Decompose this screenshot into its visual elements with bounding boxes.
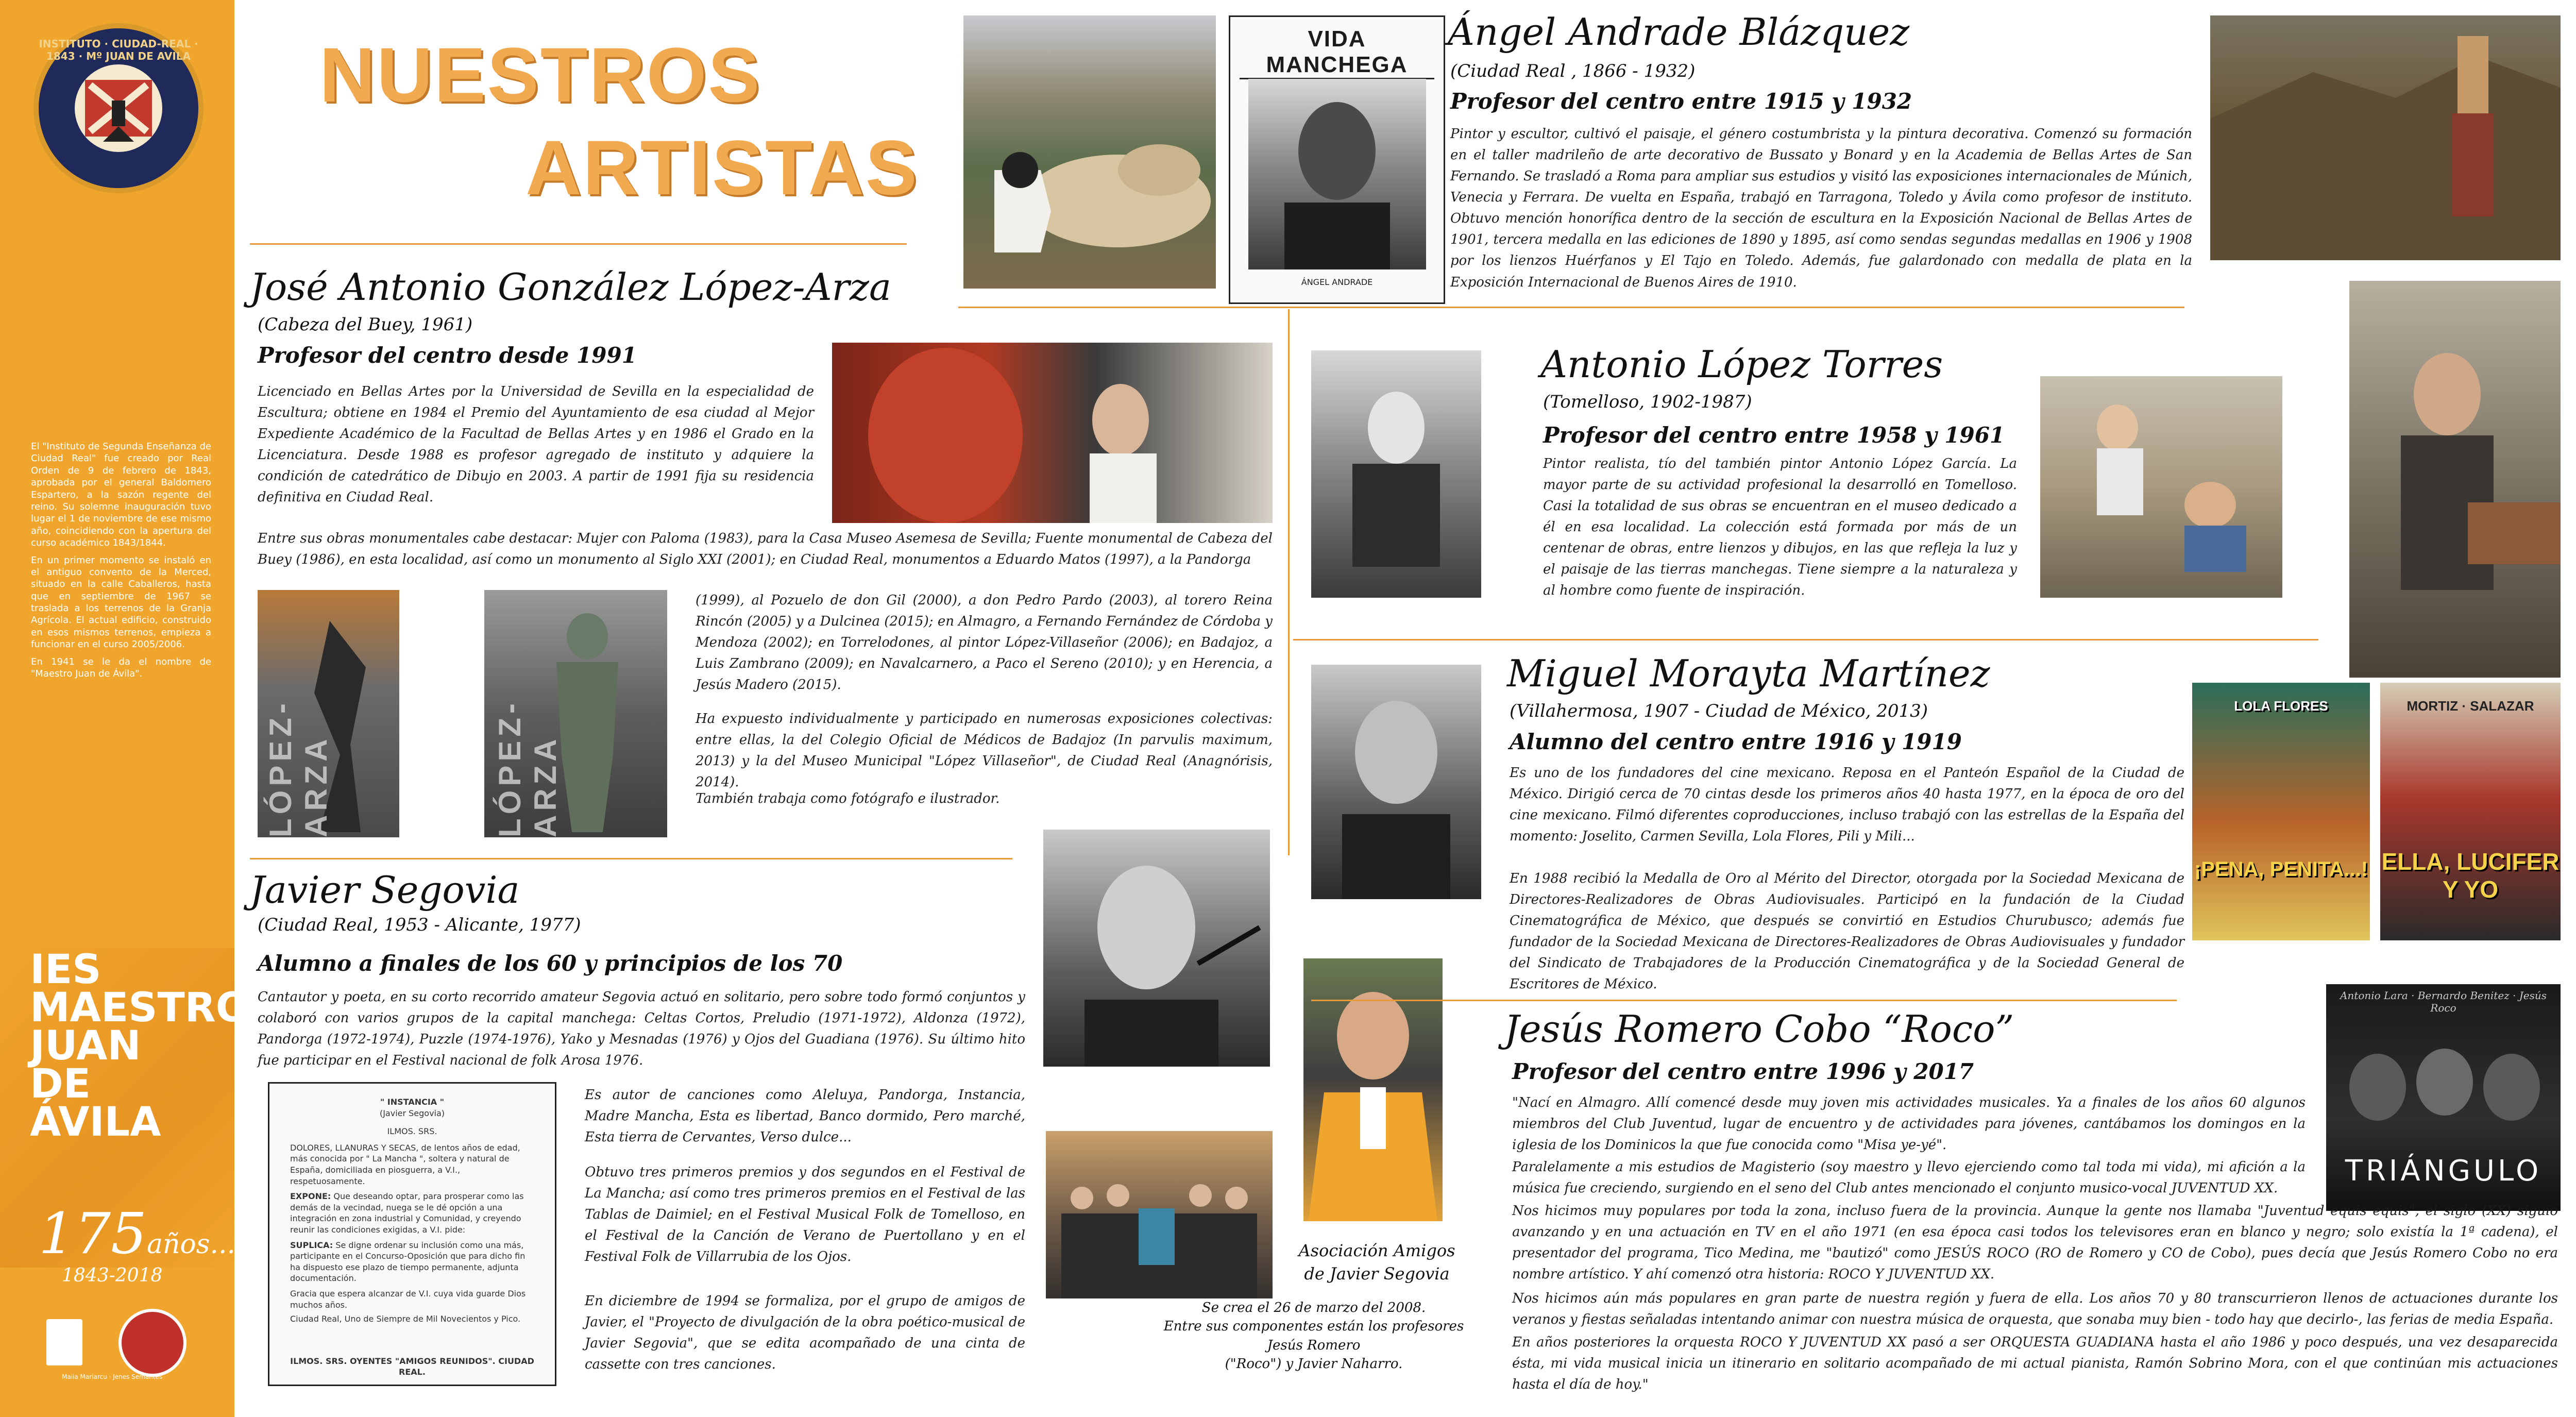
landscape-painting xyxy=(2210,15,2561,260)
assoc-member-photo xyxy=(1303,958,1443,1221)
artist-works: Entre sus obras monumentales cabe destacar: Mujer con Paloma (1983), para la Casa Museo Asemesa de Sevilla; Fuente monumental de Cabeza del Buey (1986), en esta localidad, así como un monumento al Siglo XXI (2001); en Ciudad Real, monumentos a Eduardo Matos (1997), a la Pandorga xyxy=(258,531,1273,568)
title-line: NUESTROS xyxy=(319,31,761,118)
magazine-title: VIDA MANCHEGA xyxy=(1240,26,1434,79)
artist-role: Alumno del centro entre 1916 y 1919 xyxy=(1510,729,1962,754)
institute-seal xyxy=(33,23,204,193)
poster-title: ELLA, LUCIFER Y YO xyxy=(2381,848,2560,903)
roco-bio: Paralelamente a mis estudios de Magisterio (soy maestro y llevo ejerciendo como tal toda mi vida), mi afición a la música fue creciendo, surgiendo en el seno del Club antes mencionado el conjunto musico-vocal JUVENTUD XX. xyxy=(1512,1159,2306,1196)
artist-role: Alumno a finales de los 60 y principios de los 70 xyxy=(258,951,843,976)
seal-text: INSTITUTO · CIUDAD-REAL · 1843 · Mº JUAN DE AVILA xyxy=(39,38,198,62)
sheep-painting xyxy=(963,15,1216,289)
doc-line: Se digne ordenar su inclusión como una más, participante en el Concurso-Oposición que para dicho fin ha dispuesto ese plazo de tiempo permanente, adjunta documentación. xyxy=(290,1240,526,1284)
seated-man-painting xyxy=(2349,281,2561,678)
poster-cast: LOLA FLORES xyxy=(2234,698,2328,714)
caption-line: Se crea el 26 de marzo del 2008. xyxy=(1201,1300,1426,1315)
roco-bio: Nos hicimos aún más populares en gran parte de nuestra región y fuera de ella. Los años 70 y 80 transcurrieron llenos de actuaciones durante los veranos y fiestas señaladas intentando animar con nuestra música de orquesta, que sonaba muy bien - todo hay que decirlo-, las ferias de media España. xyxy=(1512,1291,2558,1328)
title-line: ARTISTAS xyxy=(526,124,919,211)
anniversary-number: 175 xyxy=(39,1201,147,1267)
sculpture-photo-1 xyxy=(258,590,399,837)
sculpture-photo-2 xyxy=(484,590,667,837)
lopez-torres-photo xyxy=(1311,350,1481,598)
album-title: TRIÁNGULO xyxy=(2345,1154,2542,1188)
artist-works-cont: (1999), al Pozuelo de don Gil (2000), a don Pedro Pardo (2003), al torero Reina Rincón (2005) y a Dulcinea (2015); en Almagro, a Fernando Fernández de Córdoba y Mendoza (2002); en Torrelodones, al pintor López-Villaseñor (2006); en Badajoz, a Luis Zambrano (2009); en Navalcarnero, a Paco el Sereno (2010); y en Herencia, a Jesús Madero (2015). xyxy=(696,593,1273,693)
doc-greeting: ILMOS. SRS. xyxy=(387,1126,437,1137)
artist-bio: Cantautor y poeta, en su corto recorrido amateur Segovia actuó en solitario, pero sobre todo formó conjuntos y colaboró con varios grupos de la capital manchega: Celtas Cortos, Preludio (1971-1972), Aldonza (1972), Pandorga (1972-1974), Puzzle (1974-1976), Yako y Mesnadas (1976) y Ojos del Guadiana (1976). Su último hito fue participar en el Festival nacional de folk Arosa 1976. xyxy=(258,989,1025,1069)
artist-name: Ángel Andrade Blázquez xyxy=(1448,10,1910,54)
history-paragraph: El "Instituto de Segunda Enseñanza de Ciudad Real" fue creado por Real Orden de 9 de febrero de 1843, aprobada por el general Baldomero Espartero, a la sazón regente del reino. Su solemne inauguración tuvo lugar el 1 de noviembre de ese mismo año, coincidiendo con la apertura del curso académico 1843/1844. xyxy=(31,441,211,549)
doc-footer: ILMOS. SRS. OYENTES "AMIGOS REUNIDOS". CIUDAD REAL. xyxy=(290,1356,534,1377)
album-artists: Antonio Lara · Bernardo Benitez · Jesús Roco xyxy=(2340,989,2547,1014)
morayta-photo xyxy=(1311,665,1481,899)
artist-origin: (Cabeza del Buey, 1961) xyxy=(258,314,473,335)
artist-awards: En 1988 recibió la Medalla de Oro al Mérito del Director, otorgada por la Sociedad Mexicana de Directores-Realizadores de Obras Audiovisuales. Participó en la fundación de la Ciudad Cinematográfica de México, que después se convirtió en Estudios Churubusco; además fue fundador de la Sociedad Mexicana de Directores-Realizadores de Obras Audiovisuales y fundador del Sindicato de Trabajadores de la Producción Cinematográfica y de la Sociedad General de Escritores de México. xyxy=(1510,871,2184,992)
artist-origin: (Ciudad Real, 1953 - Alicante, 1977) xyxy=(258,915,581,935)
caption-line: de Javier Segovia xyxy=(1304,1263,1450,1284)
artist-name: Jesús Romero Cobo “Roco” xyxy=(1504,1007,2014,1051)
doc-label: SUPLICA: xyxy=(290,1240,333,1250)
artist-bio: Es uno de los fundadores del cine mexicano. Reposa en el Panteón Español de la Ciudad de México. Dirigió cerca de 70 cintas desde los primeros años 40 hasta 1977, en la época de oro del cine mexicano. Filmó diferentes coproducciones, incluso trabajó con las estrellas de la España del momento: Joselito, Carmen Sevilla, Lola Flores, Pili y Mili... xyxy=(1510,765,2184,845)
artist-bio: Pintor y escultor, cultivó el paisaje, el género costumbrista y la pintura decorativa. Comenzó su formación en el taller madrileño de arte decorativo de Bussato y Bonard y en la Academia de Bellas Artes de San Fernando. Se trasladó a Roma para ampliar sus estudios y visitó las exposiciones internacionales de Múnich, Venecia y Ferrara. De vuelta en España, trabajó en Tarragona, Toledo y Ávila como profesor de instituto. Obtuvo mención honorífica dentro de la sección de escultura en la Exposición Nacional de Bellas Artes de 1901, tercera medalla en las ediciones de 1890 y 1895, así como sendas segundas medallas en 1906 y 1908 por los lienzos Huérfanos y El Tajo en Toledo. Además, fue galardonado con medalla de plata en la Exposición Internacional de Buenos Aires de 1910. xyxy=(1450,126,2192,290)
divider xyxy=(1293,639,2318,640)
caption-line: Entre sus componentes están los profesores Jesús Romero xyxy=(1163,1319,1464,1353)
artist-origin: (Tomelloso, 1902-1987) xyxy=(1543,392,1752,412)
school-name-line: IES xyxy=(30,947,101,993)
anniversary-mark xyxy=(39,1201,235,1267)
artist-songs: Es autor de canciones como Aleluya, Pandorga, Instancia, Madre Mancha, Esta es libertad, Banco dormido, Pero marché, Esta tierra de Cervantes, Verso dulce... xyxy=(585,1087,1025,1145)
province-logo-icon xyxy=(46,1319,82,1365)
singer-portrait-photo xyxy=(1043,830,1270,1067)
movie-poster-ella-lucifer xyxy=(2380,683,2561,940)
institute-badge-icon xyxy=(118,1309,187,1377)
school-name-line: JUAN xyxy=(30,1023,141,1070)
doc-label: EXPONE: xyxy=(290,1191,331,1202)
assoc-caption xyxy=(1278,1239,1476,1286)
artist-exhibitions: Ha expuesto individualmente y participado en numerosas exposiciones colectivas: entre ellas, la del Colegio Oficial de Médicos de Badajoz (In parvulis maximum, 2013) y la del Museo Municipal "López Villaseñor", de Ciudad Real (Anagnórisis, 2014). xyxy=(696,711,1273,790)
andrade-portrait xyxy=(1248,79,1426,269)
artist-role: Profesor del centro entre 1915 y 1932 xyxy=(1450,89,1912,114)
divider xyxy=(250,243,907,245)
sculptor-at-work-photo xyxy=(832,343,1273,523)
school-name-line: DE xyxy=(30,1061,91,1108)
movie-poster-pena-penita xyxy=(2192,683,2370,940)
roco-bio: Nos hicimos muy populares por toda la zona, incluso fuera de la provincia. Aunque la gente nos llamaba "Juventud equis equis", el siglo (XX) siguió avanzando y en una actuación en TV en el año 1971 (en esa época casi todos los televisores eran en blanco y negro; solo existía la 1ª cadena), el presentador del programa, Tico Medina, me "bautizó" como JESÚS ROCO (RO de Romero y CO de Cobo), pues decía que Jesús Romero Cobo no era nombre artístico. Y ahí comenzó otra historia: ROCO Y JUVENTUD XX. xyxy=(1512,1203,2558,1283)
artist-name: Miguel Morayta Martínez xyxy=(1507,652,1990,695)
artist-name: José Antonio González López-Arza xyxy=(250,265,891,309)
artist-name: Antonio López Torres xyxy=(1540,343,1943,386)
artist-role: Profesor del centro entre 1958 y 1961 xyxy=(1543,423,2005,448)
artist-role: Profesor del centro entre 1996 y 2017 xyxy=(1512,1059,1974,1084)
page-title xyxy=(319,31,919,211)
divider xyxy=(250,858,1012,859)
divider xyxy=(958,307,2184,308)
artist-bio: Pintor realista, tío del también pintor Antonio López García. La mayor parte de su actividad profesional la desarrolló en Tomelloso. Casi la totalidad de sus obras se encuentran en el museo dedicado a él en esa localidad. La colección está formada por más de un centenar de obras, entre lienzos y dibujos, en las que refleja la luz y el paisaje de las tierras manchegas. Tiene siempre a la naturaleza y al hombre como fuente de inspiración. xyxy=(1543,456,2017,599)
association-group-photo xyxy=(1046,1131,1273,1298)
doc-line: Que deseando optar, para prosperar como las demás de la vecindad, nuega se le dé opción a una integración en zona industrial y Comunidad, y creyendo reunir las condiciones exigidas, a V.I. pide: xyxy=(290,1191,524,1235)
vida-manchega-magazine xyxy=(1229,15,1445,304)
children-painting xyxy=(2040,376,2282,598)
divider-vertical xyxy=(1288,309,1290,855)
group-caption xyxy=(1157,1298,1471,1374)
anniversary-years: 1843-2018 xyxy=(62,1265,163,1286)
artist-role: Profesor del centro desde 1991 xyxy=(258,343,637,368)
doc-line: Gracia que espera alcanzar de V.I. cuya vida guarde Dios muchos años. xyxy=(290,1288,526,1310)
triangulo-album-cover xyxy=(2326,984,2561,1211)
roco-bio: En años posteriores la orquesta ROCO Y JUVENTUD XX pasó a ser ORQUESTA GUADIANA hasta el año 1986 y poco después, una vez desaparecida ésta, mi vida musical inicia un itinerario en solitario acompañado de mi actual pianista, Ramón Sobrino Mora, con el que continúan mis actuaciones hasta el día de hoy." xyxy=(1512,1335,2558,1393)
artist-name: Javier Segovia xyxy=(250,868,520,912)
windmill-emblem-icon xyxy=(75,64,162,152)
caption-line: ("Roco") y Javier Naharro. xyxy=(1225,1356,1403,1372)
artist-other: También trabaja como fotógrafo e ilustrador. xyxy=(696,791,1000,806)
logo-caption: Maiia Mariarcu · Jenes Semantes xyxy=(62,1373,163,1380)
sidebar xyxy=(0,0,250,1417)
history-paragraph: En un primer momento se instaló en el antiguo convento de la Merced, situado en la calle Caballeros, hasta que en septiembre de 1967 se traslada a los terrenos de la Granja Agrícola. El actual edificio, construido en esos mismos terrenos, empieza a funcionar en el curso 2005/2006. xyxy=(31,554,211,650)
school-name xyxy=(30,947,250,1146)
artist-awards: Obtuvo tres primeros premios y dos segundos en el Festival de La Mancha; así como tres primeros premios en el Festival de las Tablas de Daimiel; en el Festival Musical Folk de Tomelloso, en el Festival de la Canción de Verano de Puertollano y en el Festival Folk de Villarrubia de los Ojos. xyxy=(585,1165,1025,1265)
sculpture-tag: LÓPEZ-ARZA xyxy=(263,699,333,837)
anniversary-word: años... xyxy=(146,1229,236,1260)
sculpture-tag: LÓPEZ-ARZA xyxy=(493,699,563,837)
sponsor-logos xyxy=(46,1298,201,1386)
school-name-line: ÁVILA xyxy=(30,1099,161,1146)
doc-line: DOLORES, LLANURAS Y SECAS, de lentos años de edad, más conocida por " La Mancha ", soltera y natural de España, domiciliada en piosguerra, a V.I., respetuosamente. xyxy=(290,1142,520,1186)
doc-author: (Javier Segovia) xyxy=(379,1108,445,1118)
poster-cast: MORTIZ · SALAZAR xyxy=(2406,698,2534,714)
instancia-document xyxy=(268,1082,556,1386)
institute-history xyxy=(31,441,211,685)
history-paragraph: En 1941 se le da el nombre de "Maestro Juan de Ávila". xyxy=(31,656,211,680)
divider xyxy=(1311,1000,2177,1001)
school-name-line: MAESTRO xyxy=(30,985,250,1032)
caption-line: Asociación Amigos xyxy=(1298,1241,1455,1260)
poster-title: ¡PENA, PENITA...! xyxy=(2194,858,2368,881)
roco-bio: "Nací en Almagro. Allí comencé desde muy joven mis actividades musicales. Ya a finales de los años 60 algunos miembros del Club Juventud, lugar de encuentro y de actividades para jóvenes, cantábamos los domingos en la iglesia de los Dominicos la que fue conocida como "Misa ye-yé". xyxy=(1512,1095,2306,1153)
artist-project: En diciembre de 1994 se formaliza, por el grupo de amigos de Javier, el "Proyecto de divulgación de la obra poético-musical de Javier Segovia", que se edita acompañado de una cinta de cassette con tres canciones. xyxy=(585,1293,1025,1373)
magazine-caption: ÁNGEL ANDRADE xyxy=(1301,277,1373,287)
doc-title: " INSTANCIA " xyxy=(380,1097,445,1107)
artist-origin: (Villahermosa, 1907 - Ciudad de México, 2013) xyxy=(1510,701,1928,721)
doc-line: Ciudad Real, Uno de Siempre de Mil Novecientos y Pico. xyxy=(290,1314,521,1324)
artist-origin: (Ciudad Real , 1866 - 1932) xyxy=(1450,61,1696,81)
artist-bio: Licenciado en Bellas Artes por la Universidad de Sevilla en la especialidad de Escultura; obtiene en 1984 el Premio del Ayuntamiento de esa ciudad al Mejor Expediente Académico de la Facultad de Bellas Artes y en 1986 el Grado en la Licenciatura. Desde 1988 es profesor agregado de instituto y adquiere la condición de catedrático de Dibujo en 2003. A partir de 1991 fija su residencia definitiva en Ciudad Real. xyxy=(258,384,814,505)
